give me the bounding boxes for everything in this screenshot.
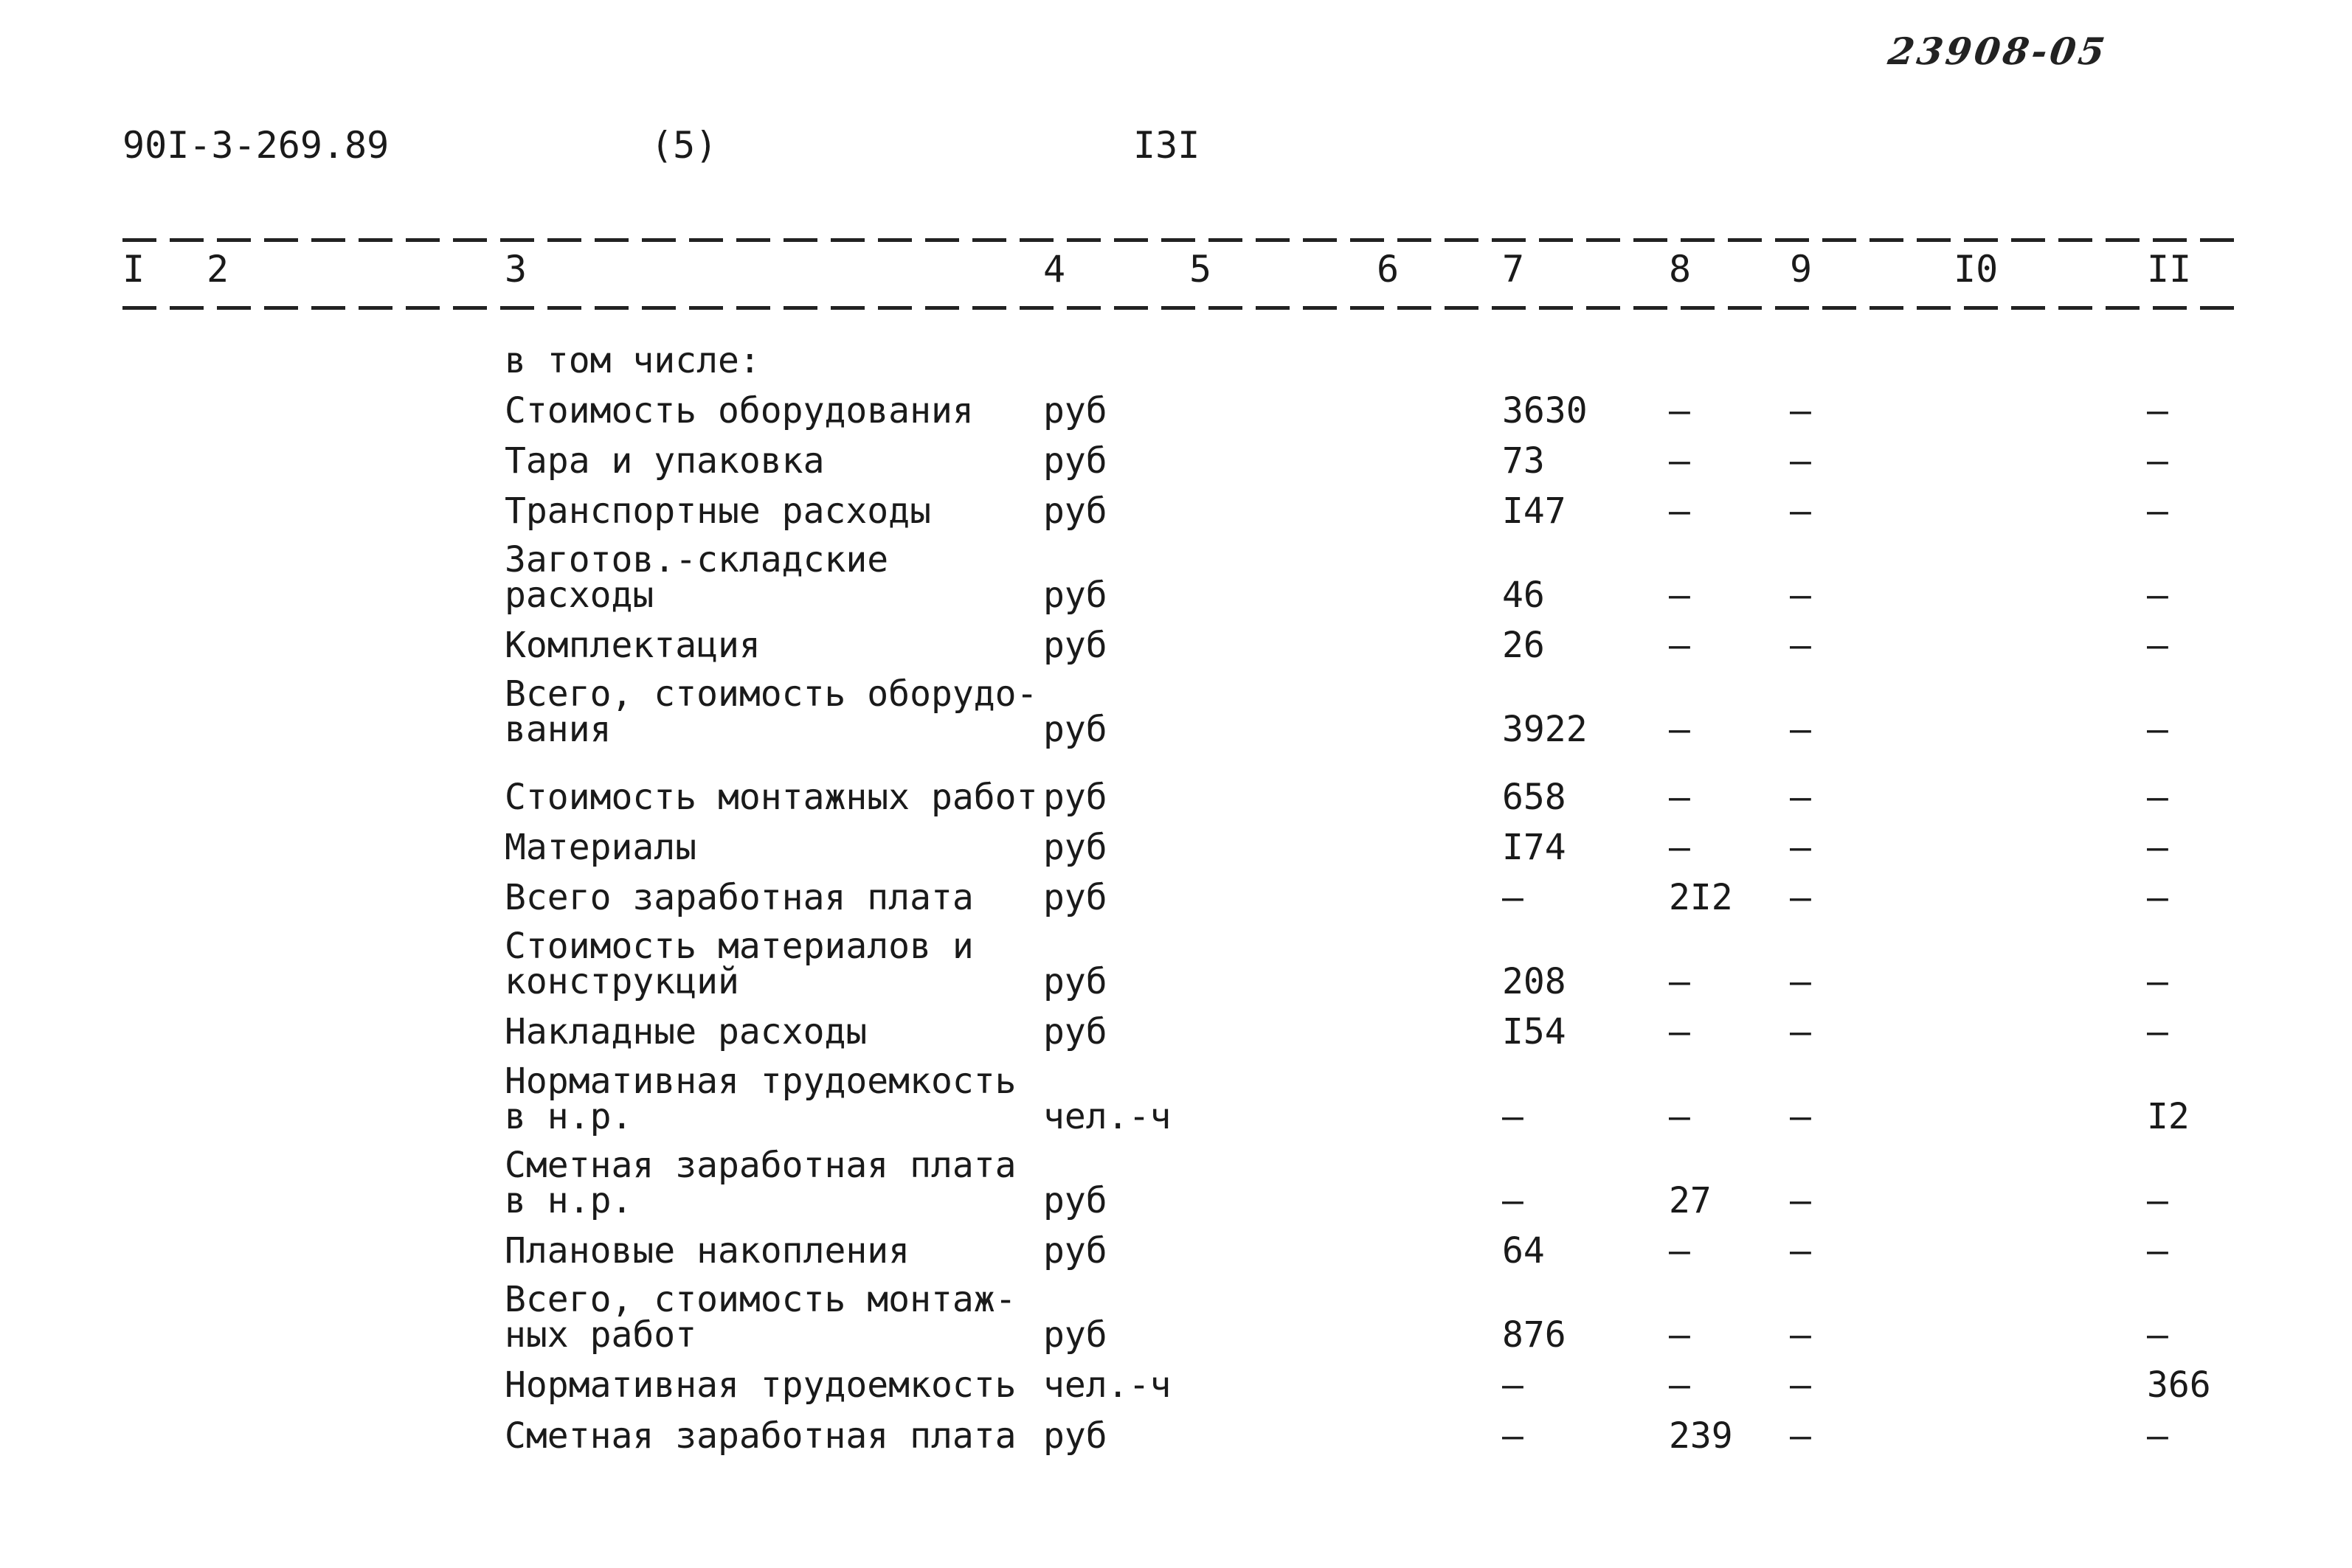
column-number: 4 [1043, 248, 1066, 291]
cell-col-9: – [1790, 575, 1811, 616]
cell-col-8: 239 [1669, 1415, 1733, 1457]
cell-col-9: – [1790, 961, 1811, 1002]
cell-col-8: – [1669, 390, 1690, 431]
cell-col-11: 366 [2147, 1364, 2211, 1406]
cell-col-11: – [2147, 961, 2168, 1002]
row-unit: руб [1043, 1230, 1107, 1272]
cell-col-11: – [2147, 709, 2168, 750]
page-number: I3I [1133, 124, 1200, 167]
row-unit: руб [1043, 490, 1107, 532]
cell-col-8: 27 [1669, 1180, 1712, 1221]
cell-col-8: – [1669, 625, 1690, 666]
cell-col-9: – [1790, 1364, 1811, 1406]
cell-col-9: – [1790, 490, 1811, 532]
cell-col-11: – [2147, 1011, 2168, 1052]
cell-col-8: – [1669, 1364, 1690, 1406]
row-label: Плановые накопления [505, 1230, 910, 1272]
cell-col-9: – [1790, 440, 1811, 482]
cell-col-7: 208 [1502, 961, 1566, 1002]
column-number: I [122, 248, 145, 291]
column-number: 9 [1790, 248, 1813, 291]
column-number: 6 [1377, 248, 1400, 291]
cell-col-9: – [1790, 827, 1811, 868]
cell-col-7: 73 [1502, 440, 1545, 482]
row-label: Транспортные расходы [505, 490, 931, 532]
column-number: II [2147, 248, 2192, 291]
cell-col-8: 2I2 [1669, 877, 1733, 918]
row-unit: руб [1043, 625, 1107, 666]
cell-col-8: – [1669, 961, 1690, 1002]
cell-col-11: – [2147, 777, 2168, 818]
row-label: Всего, стоимость оборудо- вания [505, 673, 1038, 750]
row-label: Стоимость монтажных работ [505, 777, 1038, 818]
column-number: 8 [1669, 248, 1692, 291]
part-number: (5) [651, 124, 718, 167]
row-label: Заготов.-складские расходы [505, 539, 889, 616]
row-label: Всего заработная плата [505, 877, 974, 918]
row-unit: руб [1043, 575, 1107, 616]
row-unit: руб [1043, 1314, 1107, 1356]
cell-col-9: – [1790, 1415, 1811, 1457]
handwritten-number: 23908-05 [1885, 30, 2111, 73]
cell-col-7: – [1502, 1415, 1523, 1457]
row-unit: чел.-ч [1043, 1096, 1172, 1137]
cell-col-8: – [1669, 1096, 1690, 1137]
row-label: Сметная заработная плата [505, 1415, 1017, 1457]
cell-col-11: – [2147, 440, 2168, 482]
column-number: I0 [1954, 248, 1999, 291]
row-unit: руб [1043, 1415, 1107, 1457]
row-unit: руб [1043, 877, 1107, 918]
cell-col-9: – [1790, 1180, 1811, 1221]
cell-col-8: – [1669, 575, 1690, 616]
row-unit: руб [1043, 709, 1107, 750]
cell-col-7: – [1502, 1364, 1523, 1406]
row-label: Нормативная трудоемкость в н.р. [505, 1061, 1017, 1137]
row-unit: руб [1043, 390, 1107, 431]
cell-col-11: – [2147, 490, 2168, 532]
row-label: Материалы [505, 827, 697, 868]
row-label: Тара и упаковка [505, 440, 825, 482]
cell-col-7: – [1502, 1180, 1523, 1221]
cell-col-11: – [2147, 625, 2168, 666]
cell-col-7: 3922 [1502, 709, 1588, 750]
row-label: Накладные расходы [505, 1011, 868, 1052]
cell-col-9: – [1790, 877, 1811, 918]
row-unit: руб [1043, 440, 1107, 482]
row-label: Всего, стоимость монтаж- ных работ [505, 1279, 1017, 1356]
cell-col-11: – [2147, 877, 2168, 918]
cell-col-7: 46 [1502, 575, 1545, 616]
cell-col-9: – [1790, 390, 1811, 431]
cell-col-9: – [1790, 1096, 1811, 1137]
row-unit: руб [1043, 1011, 1107, 1052]
cell-col-8: – [1669, 1230, 1690, 1272]
cell-col-7: 64 [1502, 1230, 1545, 1272]
row-unit: руб [1043, 827, 1107, 868]
row-label: Сметная заработная плата в н.р. [505, 1145, 1017, 1221]
cell-col-7: 658 [1502, 777, 1566, 818]
cell-col-11: – [2147, 575, 2168, 616]
cell-col-8: – [1669, 777, 1690, 818]
cell-col-7: 876 [1502, 1314, 1566, 1356]
cell-col-11: – [2147, 1314, 2168, 1356]
cell-col-11: – [2147, 390, 2168, 431]
cell-col-7: 3630 [1502, 390, 1588, 431]
row-unit: чел.-ч [1043, 1364, 1172, 1406]
cell-col-7: I47 [1502, 490, 1566, 532]
cell-col-11: – [2147, 1180, 2168, 1221]
cell-col-11: – [2147, 1415, 2168, 1457]
cell-col-11: – [2147, 1230, 2168, 1272]
intro-text: в том числе: [505, 340, 761, 381]
cell-col-7: I54 [1502, 1011, 1566, 1052]
cell-col-8: – [1669, 1314, 1690, 1356]
row-label: Комплектация [505, 625, 761, 666]
cell-col-7: I74 [1502, 827, 1566, 868]
row-unit: руб [1043, 961, 1107, 1002]
cell-col-9: – [1790, 709, 1811, 750]
cell-col-7: – [1502, 877, 1523, 918]
cell-col-11: – [2147, 827, 2168, 868]
cell-col-9: – [1790, 625, 1811, 666]
cell-col-8: – [1669, 1011, 1690, 1052]
cell-col-8: – [1669, 490, 1690, 532]
column-number: 2 [207, 248, 229, 291]
column-number: 3 [505, 248, 528, 291]
cell-col-9: – [1790, 1314, 1811, 1356]
row-unit: руб [1043, 1180, 1107, 1221]
cell-col-7: 26 [1502, 625, 1545, 666]
cell-col-8: – [1669, 440, 1690, 482]
cell-col-9: – [1790, 1230, 1811, 1272]
cell-col-7: – [1502, 1096, 1523, 1137]
cell-col-9: – [1790, 777, 1811, 818]
table-top-rule [122, 238, 2247, 242]
cell-col-9: – [1790, 1011, 1811, 1052]
row-unit: руб [1043, 777, 1107, 818]
cell-col-8: – [1669, 709, 1690, 750]
row-label: Нормативная трудоемкость [505, 1364, 1017, 1406]
column-number: 5 [1189, 248, 1212, 291]
table-header-rule [122, 306, 2247, 310]
row-label: Стоимость материалов и конструкций [505, 926, 974, 1002]
column-number: 7 [1502, 248, 1525, 291]
document-code: 90I-3-269.89 [122, 124, 390, 167]
cell-col-11: I2 [2147, 1096, 2190, 1137]
row-label: Стоимость оборудования [505, 390, 974, 431]
cell-col-8: – [1669, 827, 1690, 868]
